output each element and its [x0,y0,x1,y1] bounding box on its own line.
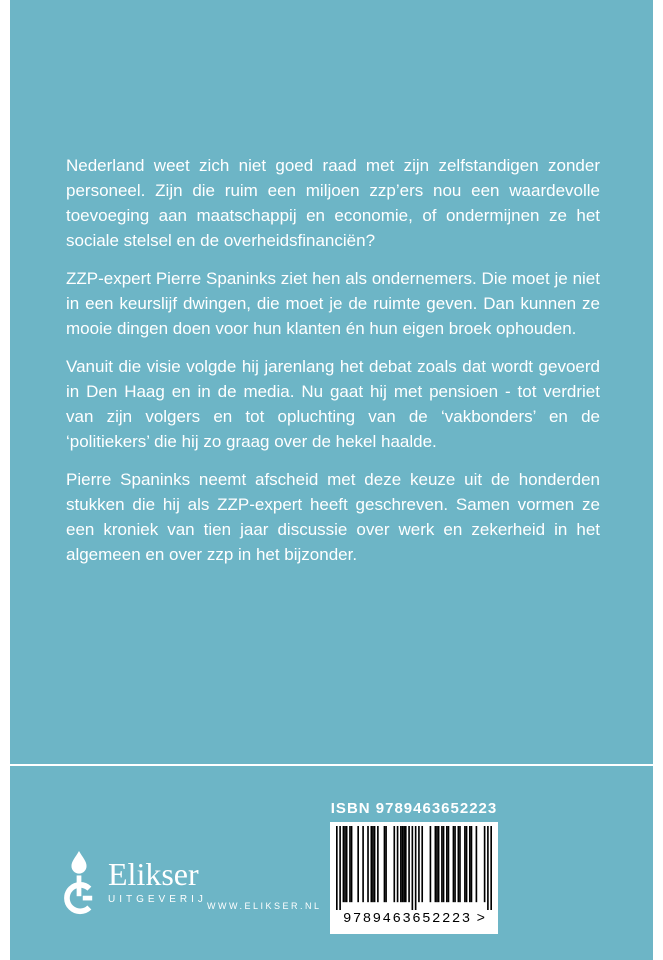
publisher-type-label: UITGEVERIJ [108,894,207,905]
blurb-text-block [66,153,600,580]
blurb-paragraph-2: ZZP-expert Pierre Spaninks ziet hen als ondernemers. Die moet je niet in een keurslijf dwingen, die moet je de ruimte geven. Dan kunnen ze mooie dingen doen voor hun klanten én hun eigen broek ophouden. [66,269,600,338]
barcode-bars [336,826,492,910]
publisher-name: Elikser [108,856,199,892]
publisher-text [108,850,207,905]
blurb-paragraph-3: Vanuit die visie volgde hij jarenlang het debat zoals dat wordt gevoerd in Den Haag en in de media. Nu gaat hij met pensioen - tot verdriet van zijn volgers en tot opluchting van de ‘vakbonders’ en de ‘politiekers’ die hij zo graag over de hekel haalde. [66,357,600,451]
barcode-number: 9789463652223 [342,911,472,927]
barcode-digits [330,911,498,927]
elikser-lamp-logo-icon [58,850,100,916]
barcode-suffix: > [476,911,486,927]
publisher-block [58,850,207,916]
barcode [330,822,498,934]
blurb-paragraph-4: Pierre Spaninks neemt afscheid met deze keuze uit de honderden stukken die hij als ZZP-expert heeft geschreven. Samen vormen ze een kroniek van tien jaar discussie over werk en zekerheid in het algemeen en over zzp in het bijzonder. [66,470,600,564]
isbn-label: ISBN 9789463652223 [330,800,498,817]
blurb-paragraph-1: Nederland weet zich niet goed raad met zijn zelfstandigen zonder personeel. Zijn die ruim een miljoen zzp’ers nou een waardevolle toevoeging aan maatschappij en economie, of ondermijnen ze het sociale stelsel en de overheidsfinanciën? [66,156,600,250]
publisher-website: WWW.ELIKSER.NL [207,901,322,911]
divider-line [10,764,653,766]
